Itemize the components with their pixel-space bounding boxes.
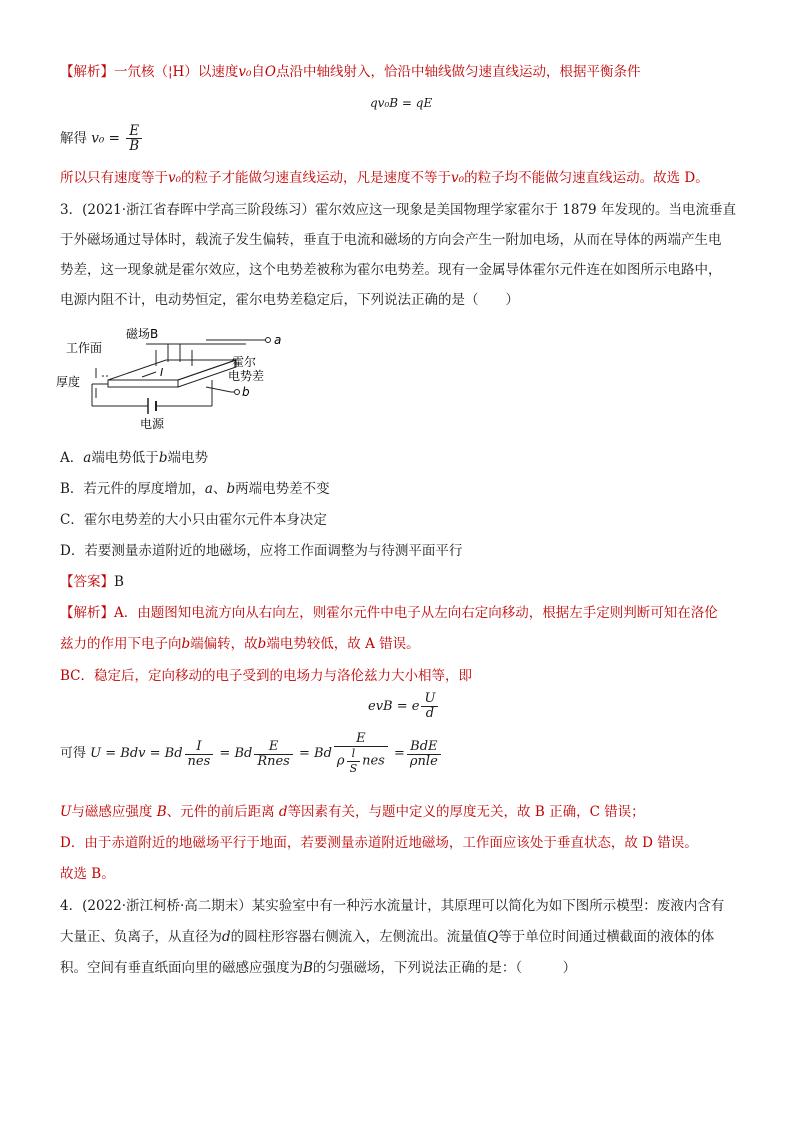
current-arrow xyxy=(142,372,156,377)
text: 与磁感应强度 xyxy=(71,804,157,820)
label-hall-1: 霍尔 xyxy=(232,355,257,369)
var-v0: v₀ xyxy=(451,170,465,186)
option-a xyxy=(60,448,740,468)
f2-lhs: evB = e xyxy=(368,699,420,714)
q4-line-3 xyxy=(60,958,740,978)
analysis-choice: 故选 B。 xyxy=(60,866,115,882)
frac-den xyxy=(334,747,388,776)
frac-num: E xyxy=(334,732,388,747)
derive-prefix: 可得 xyxy=(60,746,87,761)
analysis-label: 【解析】 xyxy=(60,605,114,621)
text: 的圆柱形容器右侧流入，左侧流出。流量值 xyxy=(230,929,488,945)
q4-line-2 xyxy=(60,927,740,947)
fraction-E-over-B xyxy=(126,124,142,153)
answer-value: B xyxy=(114,574,124,590)
frac-num: I xyxy=(185,740,214,755)
frac-den: Rnes xyxy=(257,753,290,769)
formula-derivation xyxy=(60,732,740,782)
label-hall-2: 电势差 xyxy=(228,369,265,383)
option-b xyxy=(60,479,740,499)
nuclide-symbol: ¦H xyxy=(168,64,185,80)
text: 的粒子才能做匀速直线运动，凡是速度不等于 xyxy=(181,170,452,186)
analysis-bc: BC．稳定后，定向移动的电子受到的电场力与洛伦兹力大小相等，即 xyxy=(60,668,472,684)
label-workface: 工作面 xyxy=(66,341,103,355)
text: 等因素有关，与题中定义的厚度无关，故 B 正确，C 错误； xyxy=(287,804,645,820)
var-U: U xyxy=(60,804,72,820)
q4-line-1: 4．(2022·浙江柯桥·高二期末）某实验室中有一种污水流量计，其原理可以简化为如下图所示模型：废液内含有 xyxy=(60,898,725,914)
text: A． xyxy=(60,450,84,466)
hall-circuit-diagram xyxy=(56,324,296,434)
formula-force-balance xyxy=(368,692,440,721)
frac-den: B xyxy=(129,138,140,154)
var-B: B xyxy=(303,960,313,976)
nes: nes xyxy=(362,753,385,769)
frac-den: ρnle xyxy=(409,753,438,769)
frac-num: U xyxy=(421,692,438,707)
answer-label: 【答案】 xyxy=(60,574,114,590)
var-a: a xyxy=(204,481,213,497)
frac-den: S xyxy=(349,762,358,775)
var-d: d xyxy=(278,804,288,820)
label-magnetic: 磁场B xyxy=(126,327,159,341)
analysis-line-1 xyxy=(60,62,740,82)
text: ）以速度 xyxy=(184,64,239,80)
q3-line-2: 于外磁场通过导体时，载流子发生偏转，垂直于电流和磁场的方向会产生一附加电场，从而在导体的两端产生电 xyxy=(60,232,722,248)
solve-lhs: v₀ = xyxy=(91,130,120,147)
wire-b xyxy=(206,387,231,392)
terminal-a xyxy=(266,338,271,343)
q3-line-4: 电源内阻不计，电动势恒定，霍尔电势差稳定后，下列说法正确的是（ ） xyxy=(60,292,519,308)
terminal-b xyxy=(235,390,240,395)
option-c: C．霍尔电势差的大小只由霍尔元件本身决定 xyxy=(60,512,327,528)
derive-mid: = Bd xyxy=(299,746,332,761)
text: 的粒子均不能做匀速直线运动。故选 D。 xyxy=(464,170,709,186)
label-thickness: 厚度 xyxy=(56,375,81,389)
text: B．若元件的厚度增加， xyxy=(60,481,205,497)
text: 端电势 xyxy=(167,450,208,466)
var-b: b xyxy=(257,636,267,652)
var-a: a xyxy=(83,450,92,466)
answer-line xyxy=(60,572,740,592)
frac-num: E xyxy=(126,124,142,139)
frac-num: BdE xyxy=(407,740,441,755)
label-a: a xyxy=(274,333,282,347)
frac-num: l xyxy=(347,747,361,762)
analysis-bc-conclusion xyxy=(60,802,740,822)
fraction-nested xyxy=(334,732,388,776)
var-b: b xyxy=(226,481,236,497)
var-v0: v₀ xyxy=(168,170,182,186)
var-O: O xyxy=(264,64,276,80)
plate-top xyxy=(108,360,236,380)
text: 点沿中轴线射入，恰沿中轴线做匀速直线运动，根据平衡条件 xyxy=(275,64,641,80)
q3-line-1: 3．(2021·浙江省春晖中学高三阶段练习）霍尔效应这一现象是美国物理学家霍尔于 1879 年发现的。当电流垂直 xyxy=(60,202,736,218)
text: 的匀强磁场，下列说法正确的是：（ ） xyxy=(312,960,577,976)
fraction-U-over-d xyxy=(421,692,438,721)
var-b: b xyxy=(158,450,168,466)
var-B: B xyxy=(156,804,167,820)
analysis-a-2 xyxy=(60,634,740,654)
var-Q: Q xyxy=(487,929,499,945)
text: 自 xyxy=(251,64,265,80)
text: 所以只有速度等于 xyxy=(60,170,168,186)
fraction xyxy=(185,740,214,769)
frac-den: d xyxy=(425,706,435,721)
text: A．由题图知电流方向从右向左，则霍尔元件中电子从左向右定向移动，根据左手定则判断可知在洛伦 xyxy=(114,605,718,621)
var-v0: v₀ xyxy=(238,64,252,80)
text: 兹力的作用下电子向 xyxy=(60,636,182,652)
label-I: I xyxy=(160,366,164,379)
fraction xyxy=(254,740,293,769)
var-b: b xyxy=(181,636,191,652)
derive-mid: = Bd xyxy=(219,746,253,761)
var-d: d xyxy=(222,929,231,945)
text: 等于单位时间通过横截面的液体的体 xyxy=(498,929,715,945)
frac-num: E xyxy=(254,740,293,755)
analysis-d: D．由于赤道附近的地磁场平行于地面，若要测量赤道附近地磁场，工作面应该处于垂直状态，故 D 错误。 xyxy=(60,835,698,851)
formula-balance: qv₀B = qE xyxy=(370,96,433,110)
derive-start: U = Bdv = Bd xyxy=(90,746,183,761)
text: 积。空间有垂直纸面向里的磁感应强度为 xyxy=(60,960,303,976)
analysis-label: 【解析】 xyxy=(60,64,114,80)
option-d: D．若要测量赤道附近的地磁场，应将工作面调整为与待测平面平行 xyxy=(60,543,463,559)
analysis-conclusion-1 xyxy=(60,168,740,188)
plate-front xyxy=(108,380,178,387)
rho: ρ xyxy=(336,753,345,769)
text: 端电势较低，故 A 错误。 xyxy=(266,636,420,652)
text: 、 xyxy=(212,481,227,497)
analysis-a-1 xyxy=(60,603,740,623)
label-source: 电源 xyxy=(140,417,165,431)
text: 两端电势差不变 xyxy=(235,481,330,497)
text: 端电势低于 xyxy=(91,450,159,466)
text: 、元件的前后距离 xyxy=(166,804,279,820)
q3-line-3: 势差，这一现象就是霍尔效应，这个电势差被称为霍尔电势差。现有一金属导体霍尔元件连在如图所示电路中， xyxy=(60,262,722,278)
frac-den: nes xyxy=(187,753,211,769)
text: 端偏转，故 xyxy=(190,636,258,652)
text: 一氘核（ xyxy=(114,64,168,80)
label-b: b xyxy=(242,385,250,399)
derive-mid: = xyxy=(394,746,405,761)
fraction xyxy=(407,740,441,769)
fraction-l-over-S xyxy=(347,747,361,776)
text: 大量正、负离子，从直径为 xyxy=(60,929,222,945)
solve-line xyxy=(60,124,740,164)
solve-prefix: 解得 xyxy=(60,130,87,147)
